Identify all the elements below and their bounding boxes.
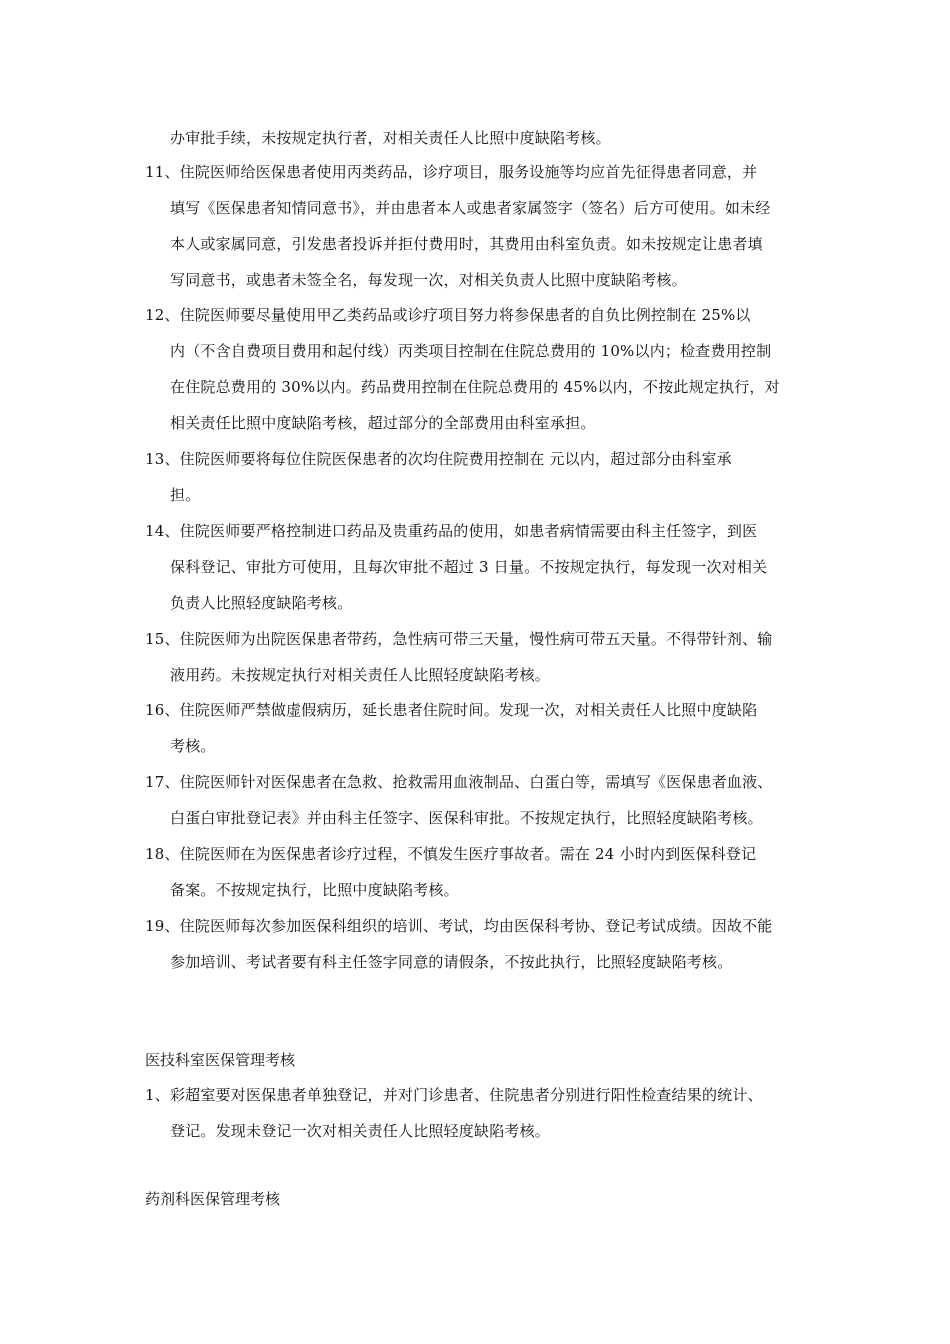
text-line: 在住院总费用的 30%以内。药品费用控制在住院总费用的 45%以内，不按此规定执行，对 bbox=[170, 378, 780, 396]
text-line: 负责人比照轻度缺陷考核。 bbox=[170, 594, 353, 612]
text-line: 填写《医保患者知情同意书》，并由患者本人或患者家属签字（签名）后方可使用。如未经 bbox=[170, 199, 771, 217]
list-item-1: 1、彩超室要对医保患者单独登记，并对门诊患者、住院患者分别进行阳性检查结果的统计、 bbox=[145, 1086, 763, 1104]
text-line: 液用药。未按规定执行对相关责任人比照轻度缺陷考核。 bbox=[170, 666, 551, 684]
list-item-17: 17、住院医师针对医保患者在急救、抢救需用血液制品、白蛋白等，需填写《医保患者血液、 bbox=[145, 773, 773, 791]
text-line: 办审批手续，未按规定执行者，对相关责任人比照中度缺陷考核。 bbox=[170, 129, 611, 147]
text-line: 担。 bbox=[170, 486, 201, 504]
text-line: 相关责任比照中度缺陷考核，超过部分的全部费用由科室承担。 bbox=[170, 414, 596, 432]
list-item-16: 16、住院医师严禁做虚假病历，延长患者住院时间。发现一次，对相关责任人比照中度缺陷 bbox=[145, 701, 758, 719]
text-line: 白蛋白审批登记表》并由科主任签字、医保科审批。不按规定执行，比照轻度缺陷考核。 bbox=[170, 809, 763, 827]
text-line: 写同意书，或患者未签全名，每发现一次，对相关负责人比照中度缺陷考核。 bbox=[170, 271, 687, 289]
list-item-14: 14、住院医师要严格控制进口药品及贵重药品的使用，如患者病情需要由科主任签字，到医 bbox=[145, 522, 758, 540]
list-item-13: 13、住院医师要将每位住院医保患者的次均住院费用控制在 元以内，超过部分由科室承 bbox=[145, 450, 732, 468]
list-item-19: 19、住院医师每次参加医保科组织的培训、考试，均由医保科考协、登记考试成绩。因故不能 bbox=[145, 917, 773, 935]
text-line: 内（不含自费项目费用和起付线）丙类项目控制在住院总费用的 10%以内；检查费用控制 bbox=[170, 342, 772, 360]
text-line: 考核。 bbox=[170, 737, 216, 755]
list-item-11: 11、住院医师给医保患者使用丙类药品，诊疗项目，服务设施等均应首先征得患者同意，并 bbox=[145, 163, 758, 181]
text-line: 参加培训、考试者要有科主任签字同意的请假条，不按此执行，比照轻度缺陷考核。 bbox=[170, 953, 733, 971]
text-line: 本人或家属同意，引发患者投诉并拒付费用时，其费用由科室负责。如未按规定让患者填 bbox=[170, 235, 763, 253]
section-heading-medical-tech: 医技科室医保管理考核 bbox=[145, 1051, 296, 1069]
section-heading-pharmacy: 药剂科医保管理考核 bbox=[145, 1190, 281, 1208]
text-line: 备案。不按规定执行，比照中度缺陷考核。 bbox=[170, 881, 459, 899]
list-item-15: 15、住院医师为出院医保患者带药，急性病可带三天量，慢性病可带五天量。不得带针剂、输 bbox=[145, 630, 773, 648]
list-item-18: 18、住院医师在为医保患者诊疗过程，不慎发生医疗事故者。需在 24 小时内到医保科登记 bbox=[145, 845, 757, 863]
text-line: 登记。发现未登记一次对相关责任人比照轻度缺陷考核。 bbox=[170, 1122, 551, 1140]
text-line: 保科登记、审批方可使用，且每次审批不超过 3 日量。不按规定执行，每发现一次对相关 bbox=[170, 558, 768, 576]
list-item-12: 12、住院医师要尽量使用甲乙类药品或诊疗项目努力将参保患者的自负比例控制在 25%以 bbox=[145, 306, 751, 324]
